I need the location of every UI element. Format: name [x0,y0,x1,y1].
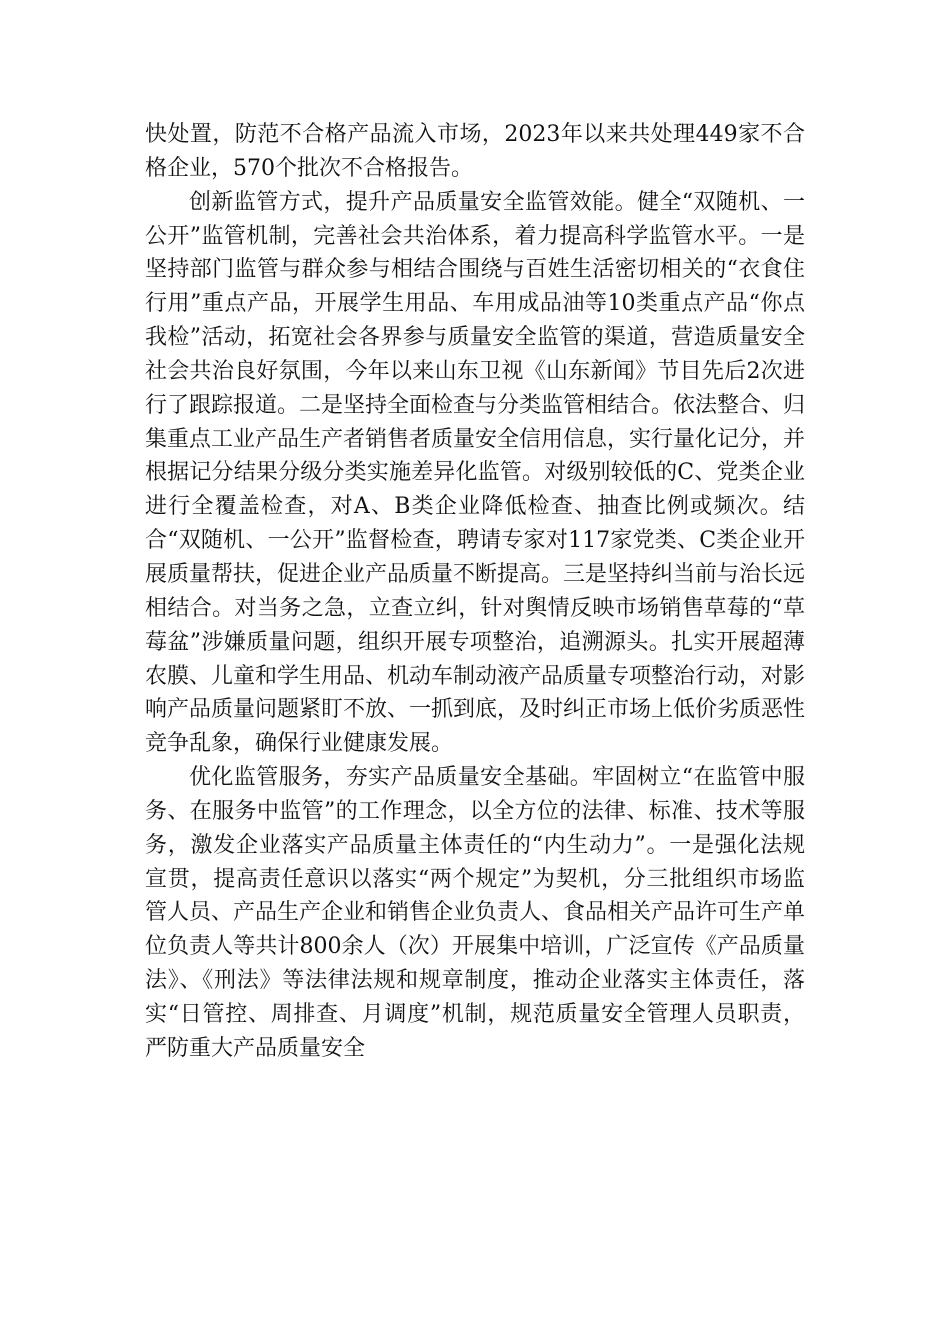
paragraph-3: 优化监管服务，夯实产品质量安全基础。牢固树立“在监管中服务、在服务中监管”的工作理念，以全方位的法律、标准、技术等服务，激发企业落实产品质量主体责任的“内生动力”。一是强化法规宣贯，提高责任意识以落实“两个规定”为契机，分三批组织市场监管人员、产品生产企业和销售企业负责人、食品相关产品许可生产单位负责人等共计800余人（次）开展集中培训，广泛宣传《产品质量法》、《刑法》等法律法规和规章制度，推动企业落实主体责任，落实“日管控、周排查、月调度”机制，规范质量安全管理人员职责，严防重大产品质量安全 [145,765,806,1061]
document-body [145,118,805,1066]
paragraph-2: 创新监管方式，提升产品质量安全监管效能。健全“双随机、一公开”监管机制，完善社会共治体系，着力提高科学监管水平。一是坚持部门监管与群众参与相结合围绕与百姓生活密切相关的“衣食住行用”重点产品，开展学生用品、车用成品油等10类重点产品“你点我检”活动，拓宽社会各界参与质量安全监管的渠道，营造质量安全社会共治良好氛围，今年以来山东卫视《山东新闻》节目先后2次进行了跟踪报道。二是坚持全面检查与分类监管相结合。依法整合、归集重点工业产品生产者销售者质量安全信用信息，实行量化记分，并根据记分结果分级分类实施差异化监管。对级别较低的C、党类企业进行全覆盖检查，对A、B类企业降低检查、抽查比例或频次。结合“双随机、一公开”监督检查，聘请专家对117家党类、C类企业开展质量帮扶，促进企业产品质量不断提高。三是坚持纠当前与治长远相结合。对当务之急，立查立纠，针对舆情反映市场销售草莓的“草莓盆”涉嫌质量问题，组织开展专项整治，追溯源头。扎实开展超薄农膜、儿童和学生用品、机动车制动液产品质量专项整治行动，对影响产品质量问题紧盯不放、一抓到底，及时纠正市场上低价劣质恶性竞争乱象，确保行业健康发展。 [145,189,806,757]
paragraph-1: 快处置，防范不合格产品流入市场，2023年以来共处理449家不合格企业，570个批次不合格报告。 [145,122,805,181]
